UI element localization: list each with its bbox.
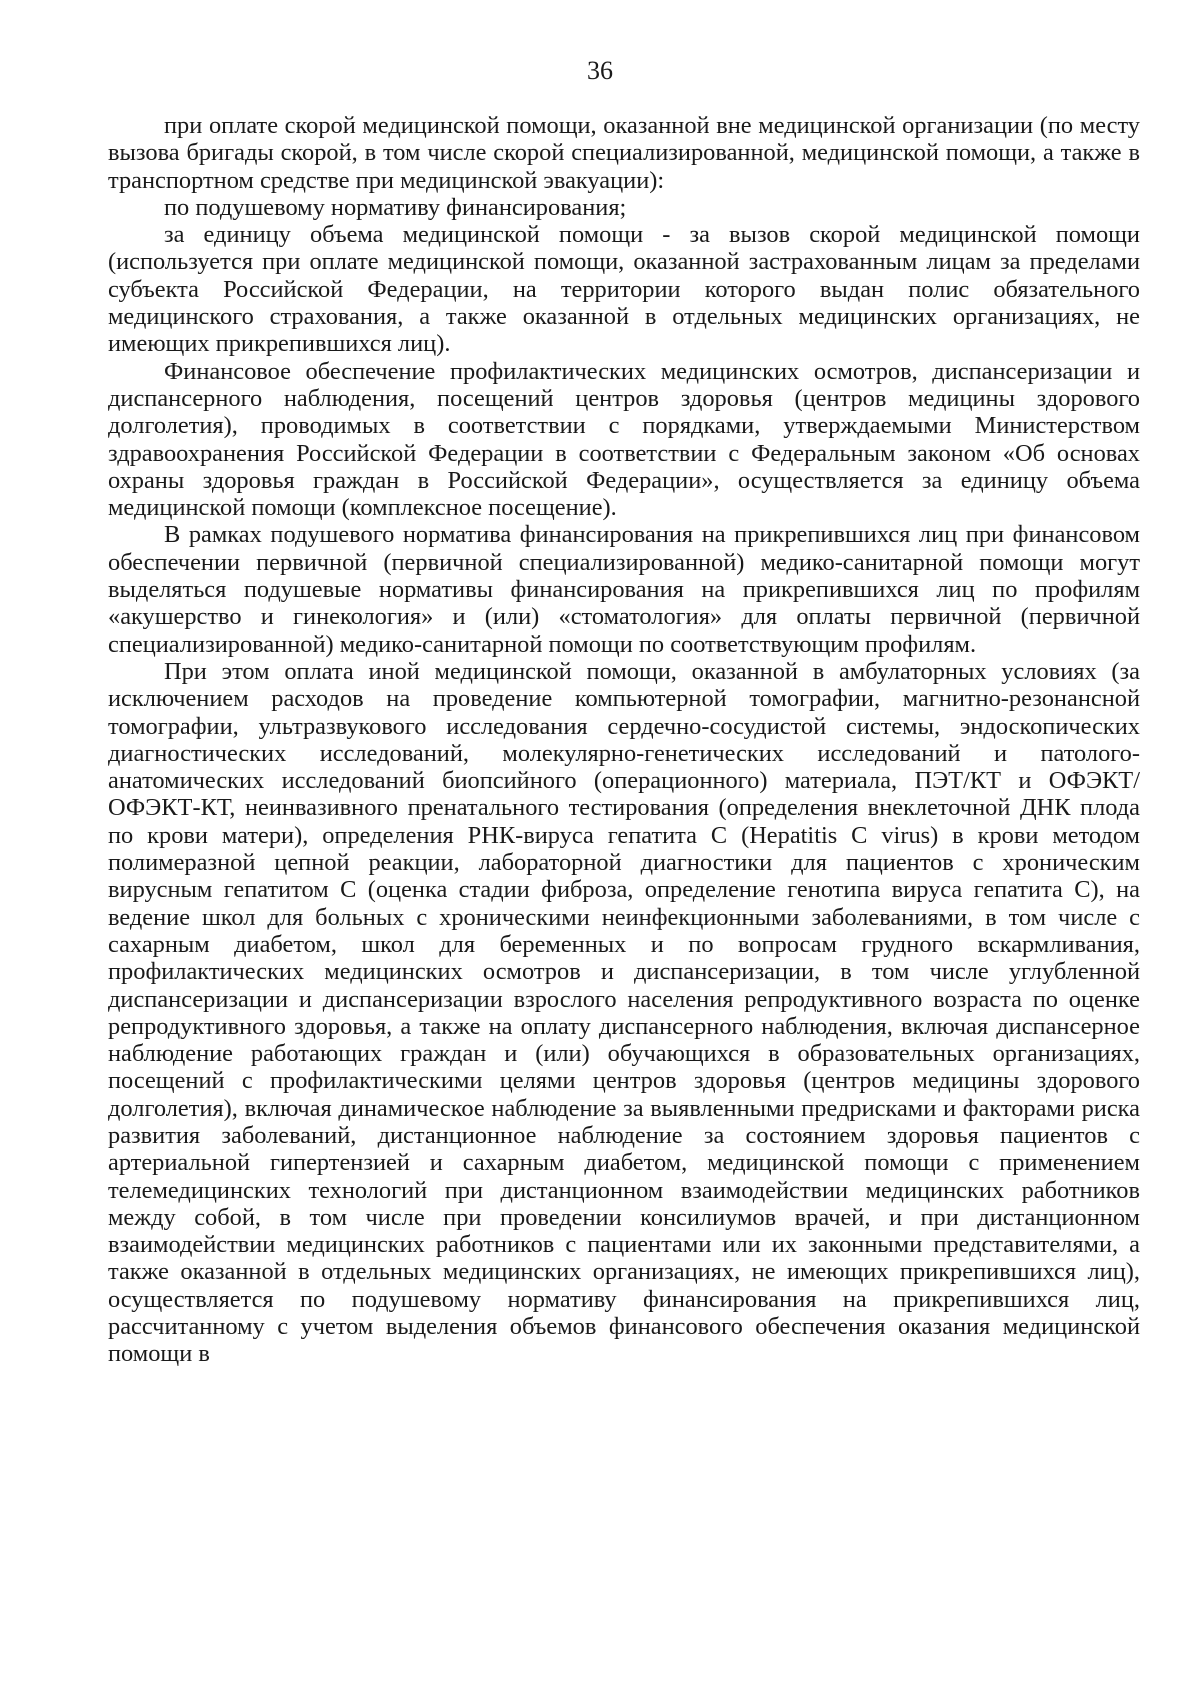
paragraph-outpatient-payment: При этом оплата иной медицинской помощи, оказанной в амбулаторных условиях (за исключением расходов на проведение компьютерной томографии, магнитно-резонансной томографии, ультразвукового исследования сердечно-сосудистой системы, эндоскопических диагностических исследований, молекулярно-генетических исследований и патолого-анатомических исследований биопсийного (операционного) материала, ПЭТ/КТ и ОФЭКТ/ОФЭКТ-КТ, неинвазивного пренатального тестирования (определения внеклеточной ДНК плода по крови матери), определения РНК-вируса гепатита С (Hepatitis C virus) в крови методом полимеразной цепной реакции, лабораторной диагностики для пациентов с хроническим вирусным гепатитом С (оценка стадии фиброза, определение генотипа вируса гепатита С), на ведение школ для больных с хроническими неинфекционными заболеваниями, в том числе с сахарным диабетом, школ для беременных и по вопросам грудного вскармливания, профилактических медицинских осмотров и диспансеризации, в том числе углубленной диспансеризации и диспансеризации взрослого населения репродуктивного возраста по оценке репродуктивного здоровья, а также на оплату диспансерного наблюдения, включая диспансерное наблюдение работающих граждан и (или) обучающихся в образовательных организациях, посещений с профилактическими целями центров здоровья (центров медицины здорового долголетия), включая динамическое наблюдение за выявленными предрисками и факторами риска развития заболеваний, дистанционное наблюдение за состоянием здоровья пациентов с артериальной гипертензией и сахарным диабетом, медицинской помощи с применением телемедицинских технологий при дистанционном взаимодействии медицинских работников между собой, в том числе при проведении консилиумов врачей, и при дистанционном взаимодействии медицинских работников с пациентами или их законными представителями, а также оказанной в отдельных медицинских организациях, не имеющих прикрепившихся лиц), осуществляется по подушевому нормативу финансирования на прикрепившихся лиц, рассчитанному с учетом выделения объемов финансового обеспечения оказания медицинской помощи в: [108, 657, 1140, 1368]
paragraph-preventive-exams-funding: Финансовое обеспечение профилактических медицинских осмотров, диспансеризации и диспансерного наблюдения, посещений центров здоровья (центров медицины здорового долголетия), проводимых в соответствии с порядками, утверждаемыми Министерством здравоохранения Российской Федерации в соответствии с Федеральным законом «Об основах охраны здоровья граждан в Российской Федерации», осуществляется за единицу объема медицинской помощи (комплексное посещение).: [108, 357, 1140, 522]
page-number: 36: [587, 56, 613, 85]
paragraph-per-call-unit: за единицу объема медицинской помощи - за вызов скорой медицинской помощи (используется при оплате медицинской помощи, оказанной застрахованным лицам за пределами субъекта Российской Федерации, на территории которого выдан полис обязательного медицинского страхования, а также оказанной в отдельных медицинских организациях, не имеющих прикрепившихся лиц).: [108, 221, 1140, 358]
paragraph-ambulance-payment: при оплате скорой медицинской помощи, оказанной вне медицинской организации (по месту вызова бригады скорой, в том числе скорой специализированной, медицинской помощи, а также в транспортном средстве при медицинской эвакуации):: [108, 112, 1140, 194]
document-body: [108, 112, 1140, 1368]
paragraph-profile-norms: В рамках подушевого норматива финансирования на прикрепившихся лиц при финансовом обеспечении первичной (первичной специализированной) медико-санитарной помощи могут выделяться подушевые нормативы финансирования на прикрепившихся лиц по профилям «акушерство и гинекология» и (или) «стоматология» для оплаты первичной (первичной специализированной) медико-санитарной помощи по соответствующим профилям.: [108, 521, 1140, 658]
paragraph-per-capita-norm: по подушевому нормативу финансирования;: [164, 193, 627, 221]
